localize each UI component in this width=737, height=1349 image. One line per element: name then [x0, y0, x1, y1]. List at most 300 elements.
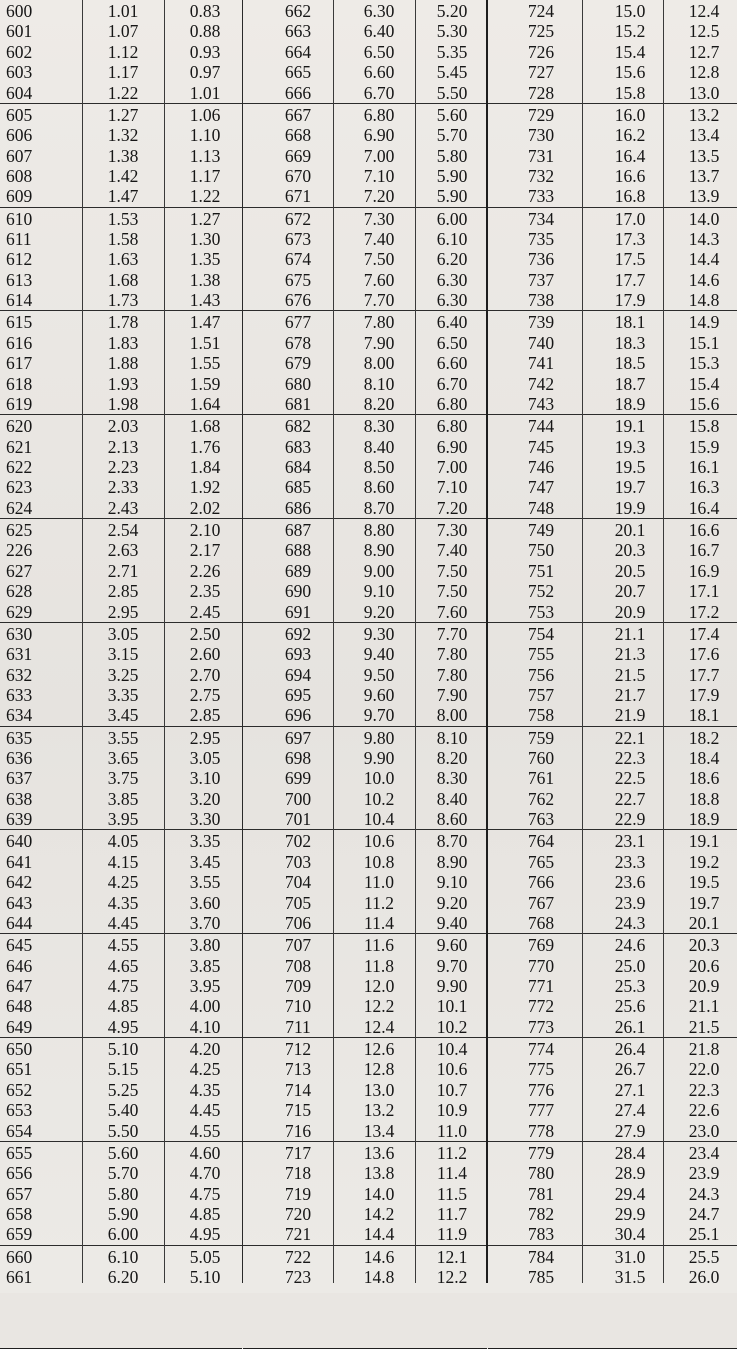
table-cell: 615	[6, 312, 33, 333]
table-cell: 20.3	[614, 540, 646, 561]
table-cell: 22.5	[614, 768, 646, 789]
row-group	[0, 1246, 242, 1349]
table-cell: 29.4	[614, 1183, 646, 1204]
table-cell: 5.60	[107, 1142, 139, 1163]
table-cell: 4.55	[107, 935, 139, 956]
table-cell: 695	[284, 684, 312, 705]
table-row	[243, 1204, 487, 1224]
table-cell: 18.9	[688, 809, 720, 830]
table-row	[488, 353, 737, 373]
table-row	[488, 809, 737, 829]
table-cell: 674	[284, 249, 312, 270]
table-row	[0, 1224, 242, 1244]
table-row	[243, 935, 487, 955]
table-row	[488, 956, 737, 976]
table-cell: 3.55	[107, 727, 139, 748]
row-group	[0, 1142, 242, 1246]
table-cell: 15.8	[614, 82, 646, 103]
table-cell: 19.7	[688, 892, 720, 913]
table-cell: 3.85	[189, 955, 221, 976]
table-cell: 8.90	[363, 540, 395, 561]
table-cell: 14.6	[363, 1246, 395, 1267]
table-cell: 624	[6, 497, 33, 518]
table-row	[243, 353, 487, 373]
table-cell: 706	[284, 912, 312, 933]
table-row	[488, 996, 737, 1016]
table-cell: 710	[284, 996, 312, 1017]
table-cell: 701	[284, 809, 312, 830]
row-group	[243, 0, 487, 104]
table-row	[488, 644, 737, 664]
table-cell: 741	[527, 353, 555, 374]
table-cell: 12.2	[436, 1266, 468, 1287]
table-row	[243, 1017, 487, 1037]
table-row	[488, 540, 737, 560]
table-cell: 9.40	[436, 912, 468, 933]
table-row	[243, 62, 487, 82]
table-cell: 1.68	[107, 269, 139, 290]
table-cell: 29.9	[614, 1203, 646, 1224]
table-cell: 724	[527, 1, 555, 21]
table-row	[0, 125, 242, 145]
table-row	[488, 705, 737, 725]
table-cell: 717	[284, 1142, 312, 1163]
table-row	[488, 270, 737, 290]
table-cell: 747	[527, 477, 555, 498]
table-cell: 7.80	[436, 664, 468, 685]
table-cell: 771	[527, 975, 555, 996]
table-row	[243, 105, 487, 125]
table-cell: 13.4	[363, 1120, 395, 1141]
table-row	[243, 229, 487, 249]
table-cell: 4.25	[189, 1059, 221, 1080]
table-cell: 226	[6, 540, 33, 561]
table-cell: 659	[6, 1224, 33, 1245]
table-cell: 31.5	[614, 1266, 646, 1287]
table-cell: 1.22	[107, 82, 139, 103]
table-cell: 640	[6, 831, 33, 852]
table-cell: 8.20	[436, 747, 468, 768]
table-row	[243, 42, 487, 62]
table-row	[243, 416, 487, 436]
table-cell: 21.7	[614, 684, 646, 705]
table-cell: 9.30	[363, 623, 395, 644]
table-cell: 3.30	[189, 809, 221, 830]
table-cell: 3.25	[107, 664, 139, 685]
table-cell: 656	[6, 1163, 33, 1184]
table-row	[243, 1080, 487, 1100]
table-cell: 779	[527, 1142, 555, 1163]
table-cell: 601	[6, 21, 33, 42]
table-row	[488, 83, 737, 103]
table-cell: 646	[6, 955, 33, 976]
table-cell: 692	[284, 623, 312, 644]
table-cell: 0.83	[189, 1, 221, 21]
table-cell: 8.00	[363, 353, 395, 374]
table-cell: 4.55	[189, 1120, 221, 1141]
table-row	[488, 935, 737, 955]
table-cell: 602	[6, 41, 33, 62]
row-group	[243, 208, 487, 312]
row-group	[243, 104, 487, 208]
row-group	[488, 519, 737, 623]
table-cell: 6.00	[436, 208, 468, 229]
table-cell: 683	[284, 436, 312, 457]
table-cell: 10.0	[363, 768, 395, 789]
table-cell: 10.6	[436, 1059, 468, 1080]
table-cell: 1.92	[189, 477, 221, 498]
table-row	[243, 831, 487, 851]
table-cell: 4.10	[189, 1016, 221, 1037]
table-row	[0, 477, 242, 497]
table-cell: 1.47	[107, 186, 139, 207]
row-group	[0, 311, 242, 415]
table-cell: 5.20	[436, 1, 468, 21]
table-row	[488, 602, 737, 622]
table-cell: 778	[527, 1120, 555, 1141]
table-cell: 12.6	[363, 1038, 395, 1059]
table-row	[0, 1100, 242, 1120]
table-cell: 740	[527, 332, 555, 353]
table-row	[0, 728, 242, 748]
table-cell: 1.68	[189, 416, 221, 437]
table-row	[243, 602, 487, 622]
table-cell: 4.95	[107, 1016, 139, 1037]
table-row	[0, 353, 242, 373]
table-row	[243, 125, 487, 145]
table-row	[0, 624, 242, 644]
row-group	[488, 623, 737, 727]
table-row	[0, 105, 242, 125]
table-cell: 4.35	[107, 892, 139, 913]
table-cell: 17.9	[688, 684, 720, 705]
table-cell: 768	[527, 912, 555, 933]
table-cell: 738	[527, 290, 555, 311]
table-cell: 1.38	[189, 269, 221, 290]
table-cell: 628	[6, 581, 33, 602]
table-cell: 12.8	[363, 1059, 395, 1080]
table-cell: 1.83	[107, 332, 139, 353]
table-cell: 2.33	[107, 477, 139, 498]
table-cell: 8.70	[436, 831, 468, 852]
table-cell: 13.5	[688, 145, 720, 166]
table-cell: 648	[6, 996, 33, 1017]
table-cell: 5.35	[436, 41, 468, 62]
table-cell: 20.9	[614, 601, 646, 622]
table-cell: 2.85	[107, 581, 139, 602]
table-row	[0, 209, 242, 229]
table-row	[0, 1267, 242, 1287]
table-cell: 7.60	[436, 601, 468, 622]
table-cell: 651	[6, 1059, 33, 1080]
table-row	[488, 789, 737, 809]
table-row	[243, 768, 487, 788]
table-cell: 657	[6, 1183, 33, 1204]
table-cell: 1.07	[107, 21, 139, 42]
table-cell: 8.40	[436, 788, 468, 809]
table-cell: 6.60	[363, 62, 395, 83]
table-cell: 17.4	[688, 623, 720, 644]
row-group	[0, 830, 242, 934]
table-cell: 1.73	[107, 290, 139, 311]
table-cell: 25.1	[688, 1224, 720, 1245]
table-cell: 6.10	[107, 1246, 139, 1267]
table-cell: 644	[6, 912, 33, 933]
table-cell: 6.30	[363, 1, 395, 21]
table-row	[243, 394, 487, 414]
table-row	[0, 437, 242, 457]
table-cell: 11.4	[364, 912, 394, 933]
table-cell: 10.2	[363, 788, 395, 809]
table-cell: 763	[527, 809, 555, 830]
table-cell: 675	[284, 269, 312, 290]
table-cell: 762	[527, 788, 555, 809]
table-cell: 2.43	[107, 497, 139, 518]
table-cell: 669	[284, 145, 312, 166]
table-cell: 11.0	[437, 1120, 467, 1141]
table-cell: 18.9	[614, 393, 646, 414]
table-cell: 756	[527, 664, 555, 685]
table-cell: 14.0	[688, 208, 720, 229]
table-cell: 10.8	[363, 851, 395, 872]
table-cell: 690	[284, 581, 312, 602]
table-row	[243, 1121, 487, 1141]
table-row	[0, 872, 242, 892]
table-row	[0, 1204, 242, 1224]
table-cell: 698	[284, 747, 312, 768]
table-row	[243, 644, 487, 664]
table-cell: 14.6	[688, 269, 720, 290]
table-cell: 9.90	[363, 747, 395, 768]
table-cell: 17.0	[614, 208, 646, 229]
table-cell: 3.75	[107, 768, 139, 789]
table-cell: 677	[284, 312, 312, 333]
table-cell: 712	[284, 1038, 312, 1059]
table-cell: 15.9	[688, 436, 720, 457]
table-cell: 1.27	[189, 208, 221, 229]
table-cell: 20.5	[614, 560, 646, 581]
table-cell: 676	[284, 290, 312, 311]
table-cell: 721	[284, 1224, 312, 1245]
row-group	[0, 415, 242, 519]
table-cell: 16.4	[688, 497, 720, 518]
table-cell: 696	[284, 705, 312, 726]
table-row	[0, 270, 242, 290]
table-cell: 22.3	[688, 1079, 720, 1100]
table-row	[488, 146, 737, 166]
table-cell: 610	[6, 208, 33, 229]
table-cell: 751	[527, 560, 555, 581]
table-cell: 718	[284, 1163, 312, 1184]
table-cell: 770	[527, 955, 555, 976]
table-cell: 773	[527, 1016, 555, 1037]
table-cell: 1.58	[107, 228, 139, 249]
table-cell: 1.30	[189, 228, 221, 249]
table-cell: 3.20	[189, 788, 221, 809]
table-row	[0, 913, 242, 933]
table-cell: 627	[6, 560, 33, 581]
table-cell: 732	[527, 165, 555, 186]
table-cell: 16.7	[688, 540, 720, 561]
table-cell: 21.1	[614, 623, 646, 644]
table-row	[488, 768, 737, 788]
table-cell: 660	[6, 1246, 33, 1267]
row-group	[0, 623, 242, 727]
table-cell: 728	[527, 82, 555, 103]
table-row	[488, 125, 737, 145]
table-cell: 4.85	[107, 996, 139, 1017]
table-cell: 6.20	[436, 249, 468, 270]
table-cell: 641	[6, 851, 33, 872]
table-cell: 2.03	[107, 416, 139, 437]
table-row	[0, 166, 242, 186]
table-cell: 5.10	[189, 1266, 221, 1287]
table-cell: 22.0	[688, 1059, 720, 1080]
table-cell: 2.45	[189, 601, 221, 622]
table-cell: 1.27	[107, 104, 139, 125]
table-row	[488, 249, 737, 269]
table-cell: 10.7	[436, 1079, 468, 1100]
table-cell: 16.2	[614, 125, 646, 146]
table-cell: 1.93	[107, 373, 139, 394]
table-cell: 8.70	[363, 497, 395, 518]
table-row	[488, 728, 737, 748]
table-row	[0, 1121, 242, 1141]
table-cell: 613	[6, 269, 33, 290]
row-group	[0, 727, 242, 831]
row-group	[243, 830, 487, 934]
table-cell: 686	[284, 497, 312, 518]
table-cell: 23.0	[688, 1120, 720, 1141]
table-cell: 687	[284, 519, 312, 540]
table-cell: 670	[284, 165, 312, 186]
table-cell: 739	[527, 312, 555, 333]
table-row	[243, 186, 487, 206]
table-cell: 24.6	[614, 935, 646, 956]
table-cell: 5.40	[107, 1100, 139, 1121]
table-cell: 26.7	[614, 1059, 646, 1080]
table-cell: 6.90	[436, 436, 468, 457]
table-row	[0, 1059, 242, 1079]
table-cell: 622	[6, 456, 33, 477]
table-row	[243, 1224, 487, 1244]
table-cell: 19.2	[688, 851, 720, 872]
row-group	[488, 1142, 737, 1246]
row-group	[243, 727, 487, 831]
table-row	[0, 1017, 242, 1037]
table-cell: 17.9	[614, 290, 646, 311]
table-cell: 8.10	[436, 727, 468, 748]
table-row	[488, 498, 737, 518]
table-cell: 765	[527, 851, 555, 872]
table-cell: 635	[6, 727, 33, 748]
table-cell: 13.2	[363, 1100, 395, 1121]
table-cell: 28.4	[614, 1142, 646, 1163]
table-cell: 10.2	[436, 1016, 468, 1037]
table-cell: 774	[527, 1038, 555, 1059]
table-row	[488, 561, 737, 581]
table-cell: 707	[284, 935, 312, 956]
table-cell: 766	[527, 872, 555, 893]
table-row	[488, 333, 737, 353]
table-cell: 713	[284, 1059, 312, 1080]
table-cell: 17.7	[614, 269, 646, 290]
table-cell: 31.0	[614, 1246, 646, 1267]
table-cell: 772	[527, 996, 555, 1017]
table-cell: 5.90	[107, 1203, 139, 1224]
table-cell: 9.20	[363, 601, 395, 622]
table-row	[243, 685, 487, 705]
table-cell: 20.1	[688, 912, 720, 933]
table-block-3	[486, 0, 737, 1287]
table-cell: 619	[6, 393, 33, 414]
table-cell: 9.50	[363, 664, 395, 685]
table-row	[488, 831, 737, 851]
table-row	[0, 809, 242, 829]
table-cell: 1.63	[107, 249, 139, 270]
table-row	[0, 1247, 242, 1267]
table-row	[0, 146, 242, 166]
table-cell: 653	[6, 1100, 33, 1121]
table-cell: 23.4	[688, 1142, 720, 1163]
table-row	[243, 1163, 487, 1183]
table-cell: 1.98	[107, 393, 139, 414]
table-cell: 689	[284, 560, 312, 581]
table-cell: 711	[285, 1016, 311, 1037]
table-cell: 750	[527, 540, 555, 561]
table-cell: 8.40	[363, 436, 395, 457]
table-cell: 709	[284, 975, 312, 996]
table-row	[488, 1143, 737, 1163]
table-cell: 3.55	[189, 872, 221, 893]
table-cell: 1.51	[189, 332, 221, 353]
table-cell: 620	[6, 416, 33, 437]
table-row	[0, 21, 242, 41]
table-cell: 5.10	[107, 1038, 139, 1059]
table-cell: 15.6	[688, 393, 720, 414]
row-group	[488, 1038, 737, 1142]
table-row	[243, 498, 487, 518]
table-cell: 748	[527, 497, 555, 518]
table-row	[243, 1059, 487, 1079]
table-cell: 758	[527, 705, 555, 726]
table-cell: 1.42	[107, 165, 139, 186]
table-row	[488, 477, 737, 497]
table-row	[488, 1039, 737, 1059]
table-row	[0, 768, 242, 788]
table-cell: 1.01	[189, 82, 221, 103]
table-cell: 23.9	[614, 892, 646, 913]
table-row	[0, 831, 242, 851]
table-cell: 19.5	[688, 872, 720, 893]
table-block-1	[0, 0, 242, 1287]
table-cell: 8.80	[363, 519, 395, 540]
table-row	[488, 394, 737, 414]
table-cell: 2.75	[189, 684, 221, 705]
table-cell: 664	[284, 41, 312, 62]
table-cell: 6.40	[363, 21, 395, 42]
table-row	[0, 685, 242, 705]
table-cell: 6.00	[107, 1224, 139, 1245]
table-cell: 663	[284, 21, 312, 42]
table-cell: 606	[6, 125, 33, 146]
table-cell: 760	[527, 747, 555, 768]
table-cell: 7.40	[363, 228, 395, 249]
table-cell: 6.30	[436, 290, 468, 311]
table-cell: 780	[527, 1163, 555, 1184]
table-cell: 637	[6, 768, 33, 789]
table-row	[0, 644, 242, 664]
